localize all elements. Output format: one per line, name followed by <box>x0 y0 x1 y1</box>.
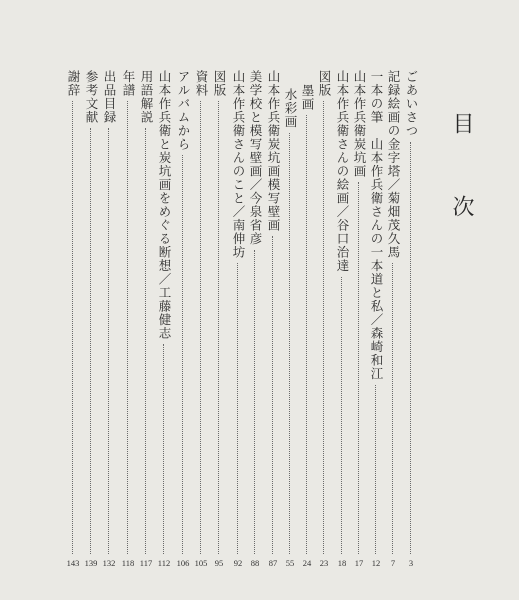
toc-entry <box>283 70 297 590</box>
dot-leader <box>90 128 93 554</box>
toc-entry-title: 年譜 <box>121 70 136 97</box>
page-title: 目 次 <box>449 112 474 235</box>
toc-entry-title: 資料 <box>194 70 209 97</box>
toc-entry <box>176 70 190 590</box>
toc-entries <box>24 0 444 600</box>
toc-page-number: 55 <box>285 558 295 568</box>
dot-leader <box>375 385 378 554</box>
dot-leader <box>127 101 130 554</box>
toc-page-number: 17 <box>354 558 364 568</box>
toc-entry-title: 美学校と模写壁画／今泉省彦 <box>248 70 263 246</box>
dot-leader <box>392 263 395 554</box>
toc-entry-title: 山本作兵衛炭坑画模写壁画 <box>266 70 281 232</box>
toc-page-number: 12 <box>371 558 381 568</box>
toc-entry-title: 記録絵画の金字塔／菊畑茂久馬 <box>386 70 401 259</box>
toc-entry-title: 山本作兵衛と炭坑画をめぐる断想／工藤健志 <box>157 70 172 340</box>
toc-entry <box>386 70 400 590</box>
toc-page-number: 95 <box>214 558 224 568</box>
toc-entry <box>335 70 349 590</box>
dot-leader <box>108 128 111 554</box>
toc-entry-title: 山本作兵衛さんのこと／南伸坊 <box>231 70 246 259</box>
dot-leader <box>163 344 166 554</box>
dot-leader <box>272 236 275 554</box>
toc-page-number: 92 <box>233 558 243 568</box>
toc-entry-title: 図版 <box>317 70 332 97</box>
toc-entry <box>121 70 135 590</box>
toc-entry-title: 水彩画 <box>283 88 298 129</box>
toc-entry <box>102 70 116 590</box>
toc-entry-title: 用語解説 <box>139 70 154 124</box>
toc-page-number: 88 <box>250 558 260 568</box>
toc-page-number: 139 <box>84 558 98 568</box>
toc-entry-title: 一本の筆 山本作兵衛さんの一本道と私／森崎和江 <box>369 70 384 381</box>
dot-leader <box>358 182 361 554</box>
toc-page-number: 7 <box>390 558 396 568</box>
toc-entry-title: アルバムから <box>176 70 191 151</box>
toc-entry <box>404 70 418 590</box>
dot-leader <box>289 133 292 554</box>
toc-entry <box>139 70 153 590</box>
toc-entry-title: 図版 <box>212 70 227 97</box>
toc-entry-title: 出品目録 <box>102 70 117 124</box>
toc-page-number: 24 <box>302 558 312 568</box>
dot-leader <box>145 128 148 554</box>
dot-leader <box>410 142 413 554</box>
dot-leader <box>306 115 309 554</box>
toc-entry-title: 謝辞 <box>66 70 81 97</box>
toc-page-number: 132 <box>102 558 116 568</box>
toc-page-number: 143 <box>66 558 80 568</box>
toc-entry-title: 墨画 <box>300 84 315 111</box>
toc-entry <box>84 70 98 590</box>
toc-entry <box>194 70 208 590</box>
dot-leader <box>218 101 221 554</box>
toc-page-number: 18 <box>337 558 347 568</box>
toc-page-number: 23 <box>319 558 329 568</box>
toc-page-number: 118 <box>121 558 135 568</box>
toc-entry <box>248 70 262 590</box>
toc-entry <box>352 70 366 590</box>
dot-leader <box>200 101 203 554</box>
toc-entry <box>66 70 80 590</box>
dot-leader <box>72 101 75 554</box>
toc-page-number: 105 <box>194 558 208 568</box>
toc-entry-title: 山本作兵衛炭坑画 <box>352 70 367 178</box>
toc-entry <box>212 70 226 590</box>
toc-page-number: 106 <box>176 558 190 568</box>
toc-entry <box>300 70 314 590</box>
dot-leader <box>237 263 240 554</box>
toc-entry <box>157 70 171 590</box>
dot-leader <box>323 101 326 554</box>
dot-leader <box>254 250 257 554</box>
toc-entry-title: 山本作兵衛さんの絵画／谷口治達 <box>335 70 350 273</box>
dot-leader <box>182 155 185 554</box>
toc-entry-title: 参考文献 <box>84 70 99 124</box>
toc-entry <box>266 70 280 590</box>
dot-leader <box>341 277 344 554</box>
toc-page-number: 3 <box>408 558 414 568</box>
toc-entry-title: ごあいさつ <box>404 70 419 138</box>
toc-entry <box>369 70 383 590</box>
toc-entry <box>317 70 331 590</box>
toc-page-number: 112 <box>157 558 171 568</box>
toc-entry <box>231 70 245 590</box>
toc-page-number: 87 <box>268 558 278 568</box>
toc-page-number: 117 <box>139 558 153 568</box>
